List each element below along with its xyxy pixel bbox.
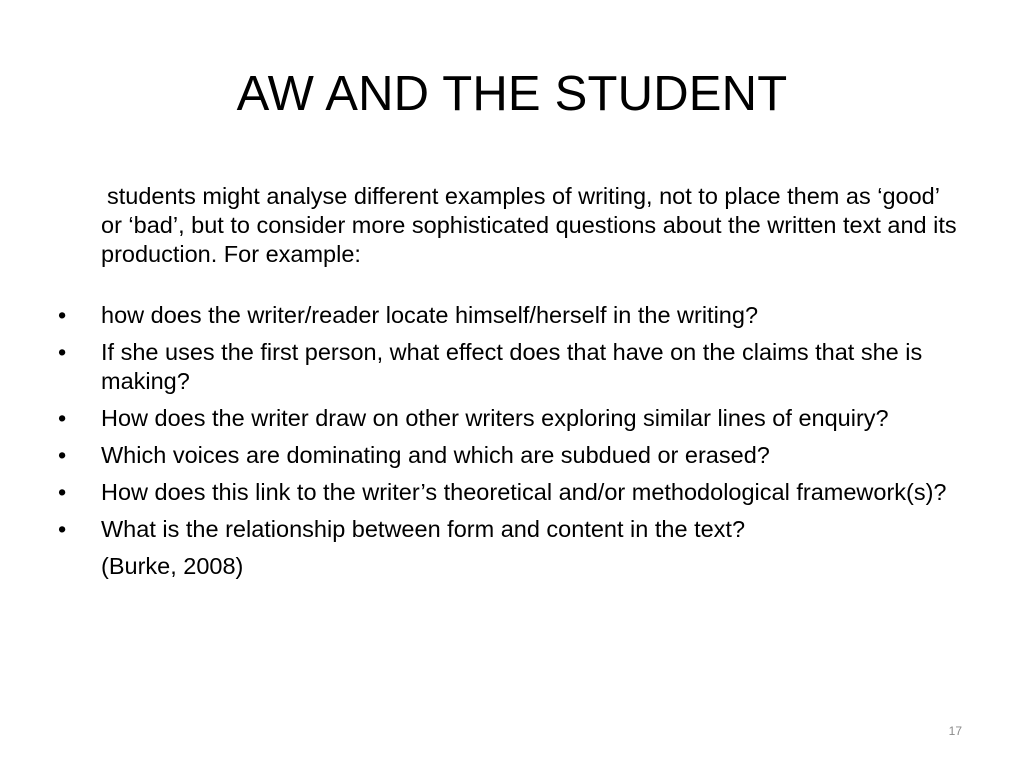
bullet-text: how does the writer/reader locate himself/herself in the writing? <box>101 302 759 328</box>
bullet-text: Which voices are dominating and which are subdued or erased? <box>101 442 770 468</box>
bullet-item-4 <box>58 441 958 470</box>
slide-title: AW AND THE STUDENT <box>236 67 788 121</box>
citation: (Burke, 2008) <box>101 553 244 579</box>
bullet-icon: • <box>58 479 67 505</box>
page-number: 17 <box>948 724 962 738</box>
bullet-icon: • <box>58 339 67 365</box>
bullet-text: How does this link to the writer’s theoretical and/or methodological framework(s)? <box>101 479 947 505</box>
bullet-text: If she uses the first person, what effect does that have on the claims that she is making? <box>101 339 923 394</box>
bullet-item-6 <box>58 515 958 544</box>
bullet-list <box>58 301 958 544</box>
bullet-item-2 <box>58 338 958 396</box>
bullet-text: How does the writer draw on other writers exploring similar lines of enquiry? <box>101 405 889 431</box>
bullet-item-3 <box>58 404 958 433</box>
intro-paragraph: students might analyse different examples of writing, not to place them as ‘good’ or ‘bad’, but to consider more sophisticated questions about the written text and its production. For example: <box>101 183 957 267</box>
bullet-text: What is the relationship between form and content in the text? <box>101 516 746 542</box>
bullet-icon: • <box>58 442 67 468</box>
bullet-icon: • <box>58 516 67 542</box>
bullet-icon: • <box>58 405 67 431</box>
bullet-item-5 <box>58 478 958 507</box>
bullet-icon: • <box>58 302 67 328</box>
bullet-item-1 <box>58 301 958 330</box>
slide-body <box>58 182 958 581</box>
